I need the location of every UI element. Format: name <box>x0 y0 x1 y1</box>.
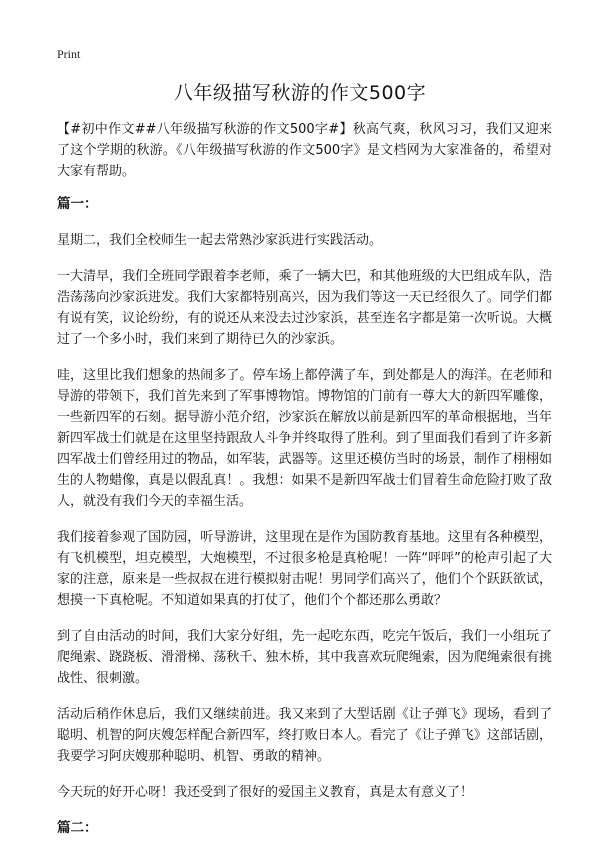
page-title: 八年级描写秋游的作文500字 <box>173 82 427 104</box>
article-body <box>57 119 552 854</box>
article-paragraph: 活动后稍作休息后，我们又继续前进。我又来到了大型话剧《让子弹飞》现场，看到了聪明、机智的阿庆嫂怎样配合新四军，终打败日本人。看完了《让子弹飞》这部话剧，我要学习阿庆嫂那种聪明、机智、勇敢的精神。 <box>57 707 552 764</box>
intro-paragraph: 【#初中作文##八年级描写秋游的作文500字#】秋高气爽，秋风习习，我们又迎来了这个学期的秋游。《八年级描写秋游的作文500字》是文档网为大家准备的，希望对大家有帮助。 <box>57 122 552 179</box>
article-paragraph: 我们接着参观了国防园，听导游讲，这里现在是作为国防教育基地。这里有各种模型，有飞机模型，坦克模型，大炮模型，不过很多枪是真枪呢！一阵“呯呯”的枪声引起了大家的注意，原来是一些叔叔在进行模拟射击呢！男同学们高兴了，他们个个跃跃欲试，想摸一下真枪呢。不知道如果真的打仗了，他们个个都还那么勇敢？ <box>57 530 552 608</box>
section-heading: 篇二： <box>57 820 98 836</box>
article-paragraph: 一大清早，我们全班同学跟着李老师，乘了一辆大巴，和其他班级的大巴组成车队，浩浩荡荡向沙家浜进发。我们大家都特别高兴，因为我们等这一天已经很久了。同学们都有说有笑，议论纷纷，有的说还从来没去过沙家浜，甚至连名字都是第一次听说。大概过了一个多小时，我们来到了期待已久的沙家浜。 <box>57 269 552 347</box>
article-paragraph: 今天玩的好开心呀！我还受到了很好的爱国主义教育，真是太有意义了！ <box>57 785 474 800</box>
article-paragraph: 哇，这里比我们想象的热闹多了。停车场上都停满了车，到处都是人的海洋。在老师和导游的带领下，我们首先来到了军事博物馆。博物馆的门前有一尊大大的新四军雕像，一些新四军的石刻。据导游小范介绍，沙家浜在解放以前是新四军的革命根据地，当年新四军战士们就是在这里坚持跟敌人斗争并终取得了胜利。到了里面我们看到了许多新四军战士们曾经用过的物品，如军装，武器等。这里还模仿当时的场景，制作了栩栩如生的人物蜡像，真是以假乱真！。我想：如果不是新四军战士们冒着生命危险打败了敌人，就没有我们今天的幸福生活。 <box>57 368 552 509</box>
article-paragraph: 到了自由活动的时间，我们大家分好组，先一起吃东西，吃完午饭后，我们一小组玩了爬绳索、跷跷板、滑滑梯、荡秋千、独木桥，其中我喜欢玩爬绳索，因为爬绳索很有挑战性、很刺激。 <box>57 629 552 686</box>
article-paragraph: 星期二，我们全校师生一起去常熟沙家浜进行实践活动。 <box>57 233 383 248</box>
section-heading: 篇一： <box>57 196 98 212</box>
print-link[interactable]: Print <box>57 47 81 61</box>
